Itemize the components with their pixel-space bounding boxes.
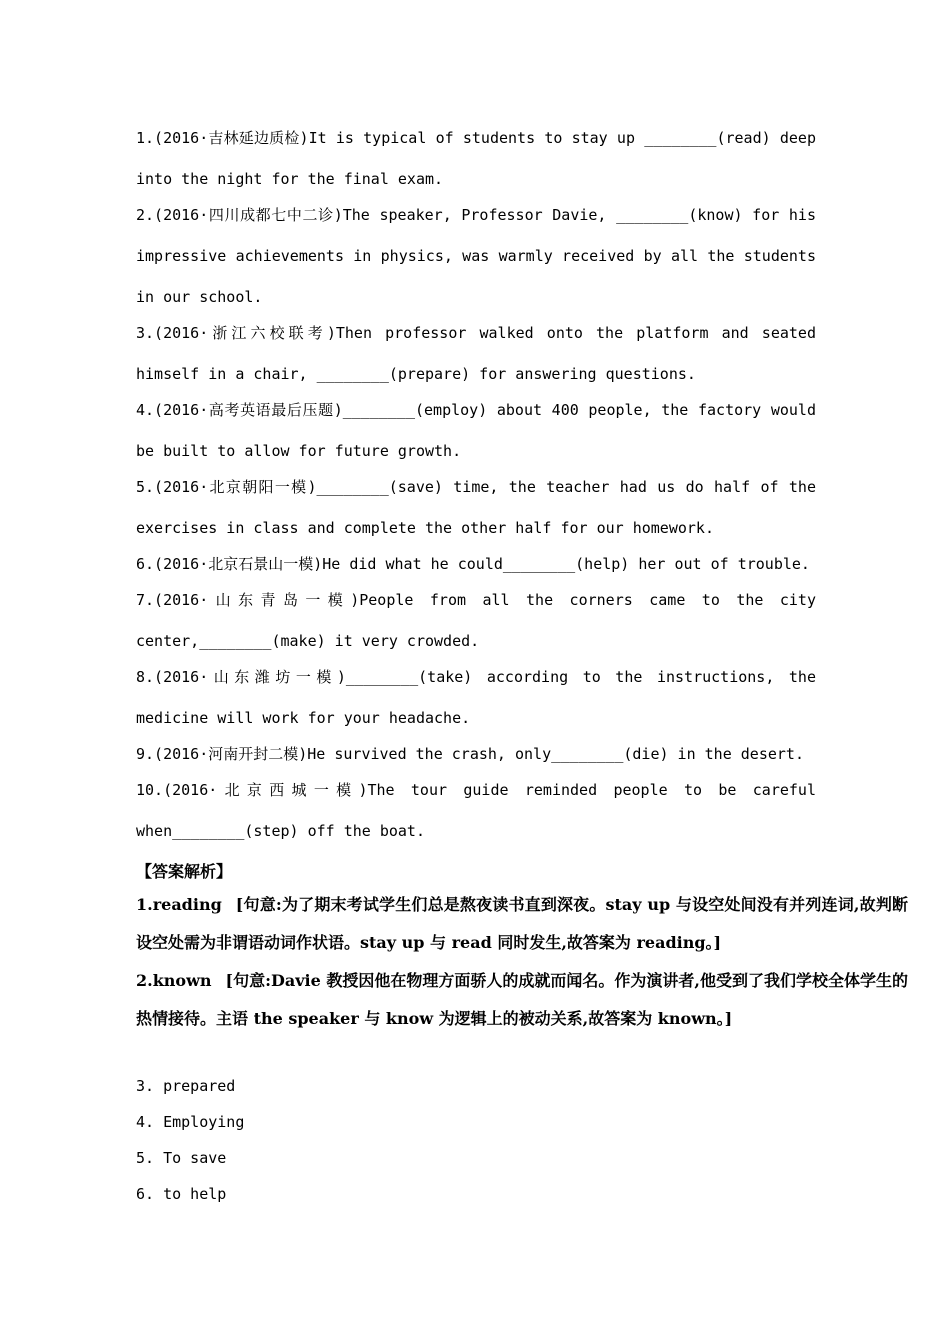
question-6: 6.(2016·北京石景山一模)He did what he could________(help) her out of trouble. bbox=[136, 555, 810, 573]
answer-list bbox=[136, 1068, 816, 1212]
answer-explanation: [句意:Davie 教授因他在物理方面骄人的成就而闻名。作为演讲者,他受到了我们学校全体学生的热情接待。主语 the speaker 与 know 为逻辑上的被动关系,故答案为 known。] bbox=[136, 971, 908, 1028]
answer-6: 6. to help bbox=[136, 1185, 227, 1203]
question-1: 1.(2016·吉林延边质检)It is typical of students to stay up ________(read) deep into the night for the final exam. bbox=[136, 129, 816, 188]
question-5: 5.(2016·北京朝阳一模)________(save) time, the teacher had us do half of the exercises in class and complete the other half for our homework. bbox=[136, 478, 816, 537]
question-9: 9.(2016·河南开封二模)He survived the crash, only________(die) in the desert. bbox=[136, 745, 804, 763]
answer-heading: 【答案解析】 bbox=[136, 862, 233, 881]
question-2: 2.(2016·四川成都七中二诊)The speaker, Professor Davie, ________(know) for his impressive achievements in physics, was warmly received by all the students in our school. bbox=[136, 206, 816, 306]
question-8: 8.(2016·山东潍坊一模)________(take) according to the instructions, the medicine will work for your headache. bbox=[136, 668, 816, 727]
question-7: 7.(2016·山东青岛一模)People from all the corners came to the city center,________(make) it very crowded. bbox=[136, 591, 816, 650]
question-4: 4.(2016·高考英语最后压题)________(employ) about 400 people, the factory would be built to allow for future growth. bbox=[136, 401, 816, 460]
document-page bbox=[136, 118, 908, 1212]
question-3: 3.(2016·浙江六校联考)Then professor walked onto the platform and seated himself in a chair, ________(prepare) for answering questions. bbox=[136, 324, 816, 383]
question-10: 10.(2016·北京西城一模)The tour guide reminded people to be careful when________(step) off the boat. bbox=[136, 781, 816, 840]
answer-key: 2.known bbox=[136, 971, 212, 990]
answer-key: 1.reading bbox=[136, 895, 222, 914]
answer-explanations bbox=[136, 886, 908, 1038]
answer-3: 3. prepared bbox=[136, 1077, 236, 1095]
answer-5: 5. To save bbox=[136, 1149, 227, 1167]
answer-explanation: [句意:为了期末考试学生们总是熬夜读书直到深夜。stay up 与设空处间没有并列连词,故判断设空处需为非谓语动词作状语。stay up 与 read 同时发生,故答案为 reading。] bbox=[136, 895, 908, 952]
answer-explained-1 bbox=[136, 886, 908, 962]
answer-4: 4. Employing bbox=[136, 1113, 245, 1131]
answer-explained-2 bbox=[136, 962, 908, 1038]
question-list bbox=[136, 118, 816, 852]
